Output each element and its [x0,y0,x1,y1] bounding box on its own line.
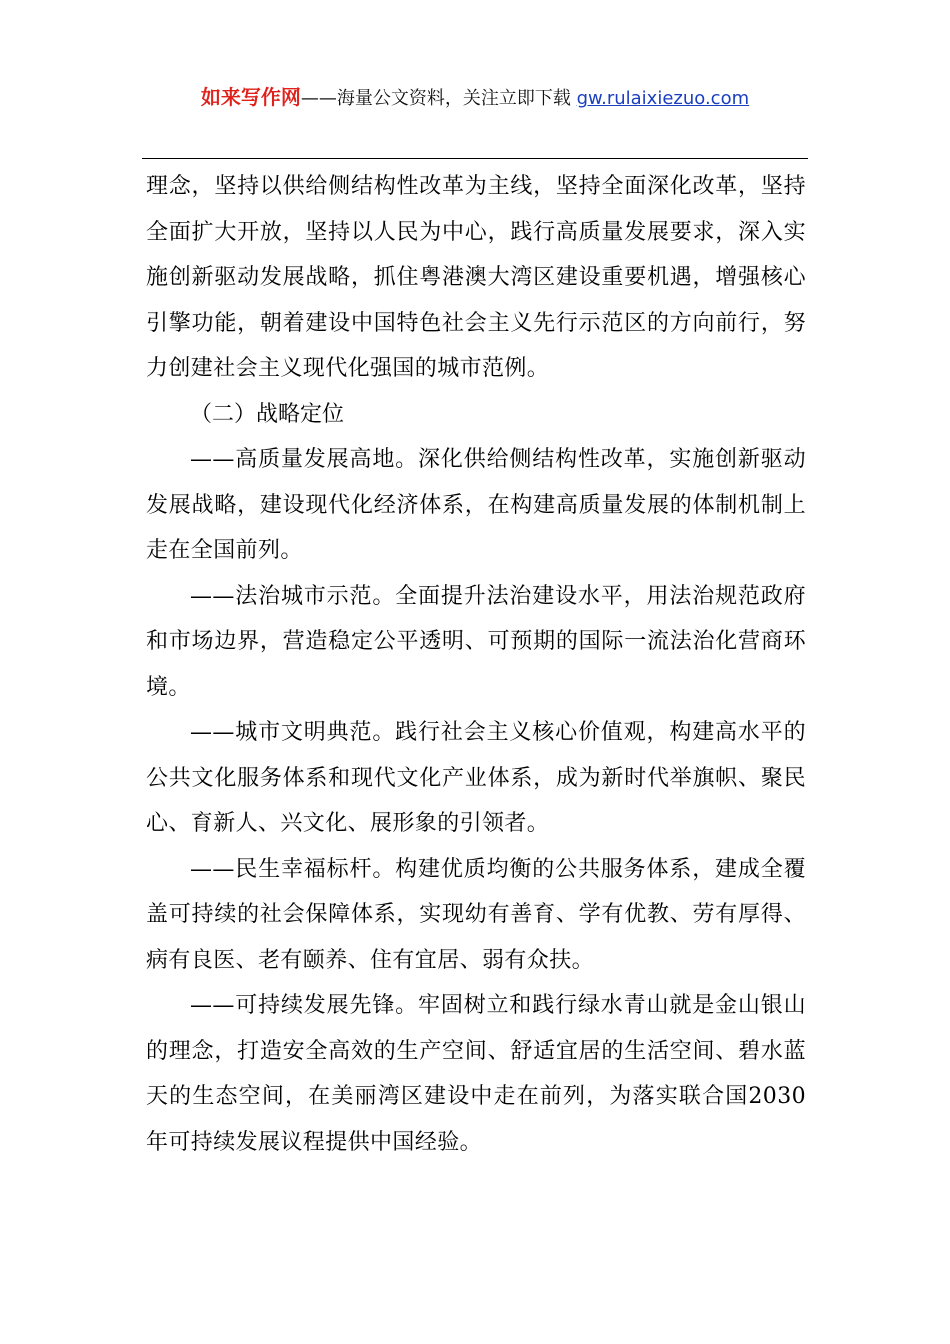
paragraph-urban-civilization: ——城市文明典范。践行社会主义核心价值观，构建高水平的公共文化服务体系和现代文化产业体系，成为新时代举旗帜、聚民心、育新人、兴文化、展形象的引领者。 [146,720,806,836]
paragraph-sustainable-development: ——可持续发展先锋。牢固树立和践行绿水青山就是金山银山的理念，打造安全高效的生产空间、舒适宜居的生活空间、碧水蓝天的生态空间，在美丽湾区建设中走在前列，为落实联合国2030年可持续发展议程提供中国经验。 [146,993,806,1155]
paragraph-high-quality-development: ——高质量发展高地。深化供给侧结构性改革，实施创新驱动发展战略，建设现代化经济体系，在构建高质量发展的体制机制上走在全国前列。 [146,447,806,563]
header-divider [142,158,808,159]
paragraph-livelihood: ——民生幸福标杆。构建优质均衡的公共服务体系，建成全覆盖可持续的社会保障体系，实现幼有善育、学有优教、劳有厚得、病有良医、老有颐养、住有宜居、弱有众扶。 [146,856,806,973]
page-header [0,84,950,112]
paragraph-continued: 理念，坚持以供给侧结构性改革为主线，坚持全面深化改革，坚持全面扩大开放，坚持以人民为中心，践行高质量发展要求，深入实施创新驱动发展战略，抓住粤港澳大湾区建设重要机遇，增强核心引擎功能，朝着建设中国特色社会主义先行示范区的方向前行，努力创建社会主义现代化强国的城市范例。 [146,174,806,381]
section-heading: （二）战略定位 [190,401,345,427]
paragraph-rule-of-law: ——法治城市示范。全面提升法治建设水平，用法治规范政府和市场边界，营造稳定公平透明、可预期的国际一流法治化营商环境。 [146,583,806,700]
site-url-link[interactable]: gw.rulaixiezuo.com [576,88,750,109]
brand-name: 如来写作网 [200,85,301,109]
document-body [146,164,806,1165]
header-tagline: ——海量公文资料，关注立即下载 [300,88,571,109]
